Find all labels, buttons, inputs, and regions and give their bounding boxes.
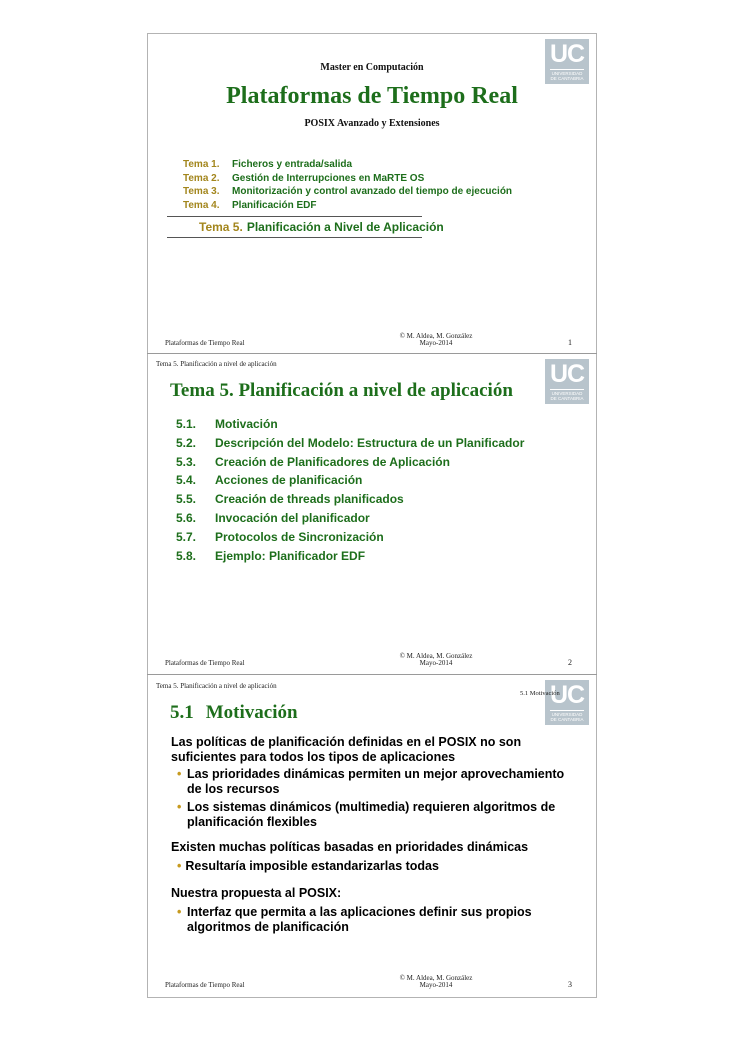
slide-3 (148, 675, 596, 997)
slide2-header: Tema 5. Planificación a nivel de aplicación (156, 360, 277, 368)
uc-logo (545, 680, 589, 725)
topic-item: Tema 1. Ficheros y entrada/salida (183, 159, 353, 170)
outline-item: 5.7. Protocolos de Sincronización (176, 529, 384, 544)
logo-line1: UNIVERSIDAD (551, 712, 583, 717)
logo-line2: DE CANTABRIA (550, 396, 584, 401)
outline-list (176, 415, 524, 565)
logo-line1: UNIVERSIDAD (551, 71, 583, 76)
current-topic: Tema 5. Planificación a Nivel de Aplicación (199, 220, 444, 234)
logo-initials: UC (549, 681, 585, 709)
section-label: 5.1 Motivación (520, 690, 560, 697)
uc-logo (545, 359, 589, 404)
logo-initials: UC (549, 40, 585, 68)
bullet-icon: • (177, 767, 182, 781)
outline-item: 5.1. Motivación (176, 417, 278, 431)
slide3-header: Tema 5. Planificación a nivel de aplicación (156, 682, 277, 690)
paragraph-1: Las políticas de planificación definidas en el POSIX no son suficientes para todos los tipos de aplicaciones (171, 735, 522, 764)
logo-line2: DE CANTABRIA (550, 717, 584, 722)
outline-item: 5.3. Creación de Planificadores de Aplicación (176, 454, 450, 469)
bullet-item: • Los sistemas dinámicos (multimedia) requieren algoritmos de planificación flexibles (177, 800, 556, 829)
topic-item: Tema 2. Gestión de Interrupciones en MaRTE OS (183, 172, 425, 184)
current-topic-rule-top (167, 216, 422, 217)
slide1-subtitle: POSIX Avanzado y Extensiones (304, 118, 440, 129)
page-number: 3 (568, 980, 572, 989)
slide2-title: Tema 5. Planificación a nivel de aplicación (170, 380, 513, 401)
footer-left: Plataformas de Tiempo Real (165, 659, 245, 667)
footer-author: © M. Aldea, M. González Mayo-2014 (399, 332, 473, 347)
topic-item: Tema 4. Planificación EDF (183, 199, 317, 211)
logo-initials: UC (549, 360, 585, 388)
bullet-item: • Resultaría imposible estandarizarlas todas (177, 859, 439, 873)
page-number: 2 (568, 658, 572, 667)
slide-2 (148, 354, 596, 674)
outline-item: 5.8. Ejemplo: Planificador EDF (176, 548, 366, 563)
footer-author: © M. Aldea, M. González Mayo-2014 (399, 652, 473, 667)
paragraph-3: Nuestra propuesta al POSIX: (171, 886, 342, 900)
outline-item: 5.2. Descripción del Modelo: Estructura de un Planificador (176, 435, 525, 450)
paragraph-2: Existen muchas políticas basadas en prioridades dinámicas (171, 840, 529, 854)
logo-line1: UNIVERSIDAD (551, 391, 583, 396)
footer-author: © M. Aldea, M. González Mayo-2014 (399, 974, 473, 989)
bullet-icon: • (177, 905, 182, 919)
logo-line2: DE CANTABRIA (550, 76, 584, 81)
bullet-icon: • (177, 800, 182, 814)
footer-left: Plataformas de Tiempo Real (165, 339, 245, 347)
outline-item: 5.6. Invocación del planificador (176, 510, 370, 525)
slide1-kicker: Master en Computación (320, 62, 424, 73)
topic-list (183, 158, 512, 212)
bullet-item: • Interfaz que permita a las aplicaciones definir sus propios algoritmos de planificación (177, 905, 532, 934)
slide-1 (148, 34, 596, 353)
bullet-item: • Las prioridades dinámicas permiten un mejor aprovechamiento de los recursos (177, 767, 565, 796)
outline-item: 5.4. Acciones de planificación (176, 473, 363, 488)
bullet-icon: • (177, 859, 182, 873)
slide1-title: Plataformas de Tiempo Real (226, 83, 518, 109)
slide3-title: 5.1 Motivación (170, 702, 298, 723)
footer-left: Plataformas de Tiempo Real (165, 981, 245, 989)
current-topic-rule-bottom (167, 237, 422, 238)
page-number: 1 (568, 338, 572, 347)
outline-item: 5.5. Creación de threads planificados (176, 492, 404, 507)
topic-item: Tema 3. Monitorización y control avanzado del tiempo de ejecución (183, 186, 513, 197)
